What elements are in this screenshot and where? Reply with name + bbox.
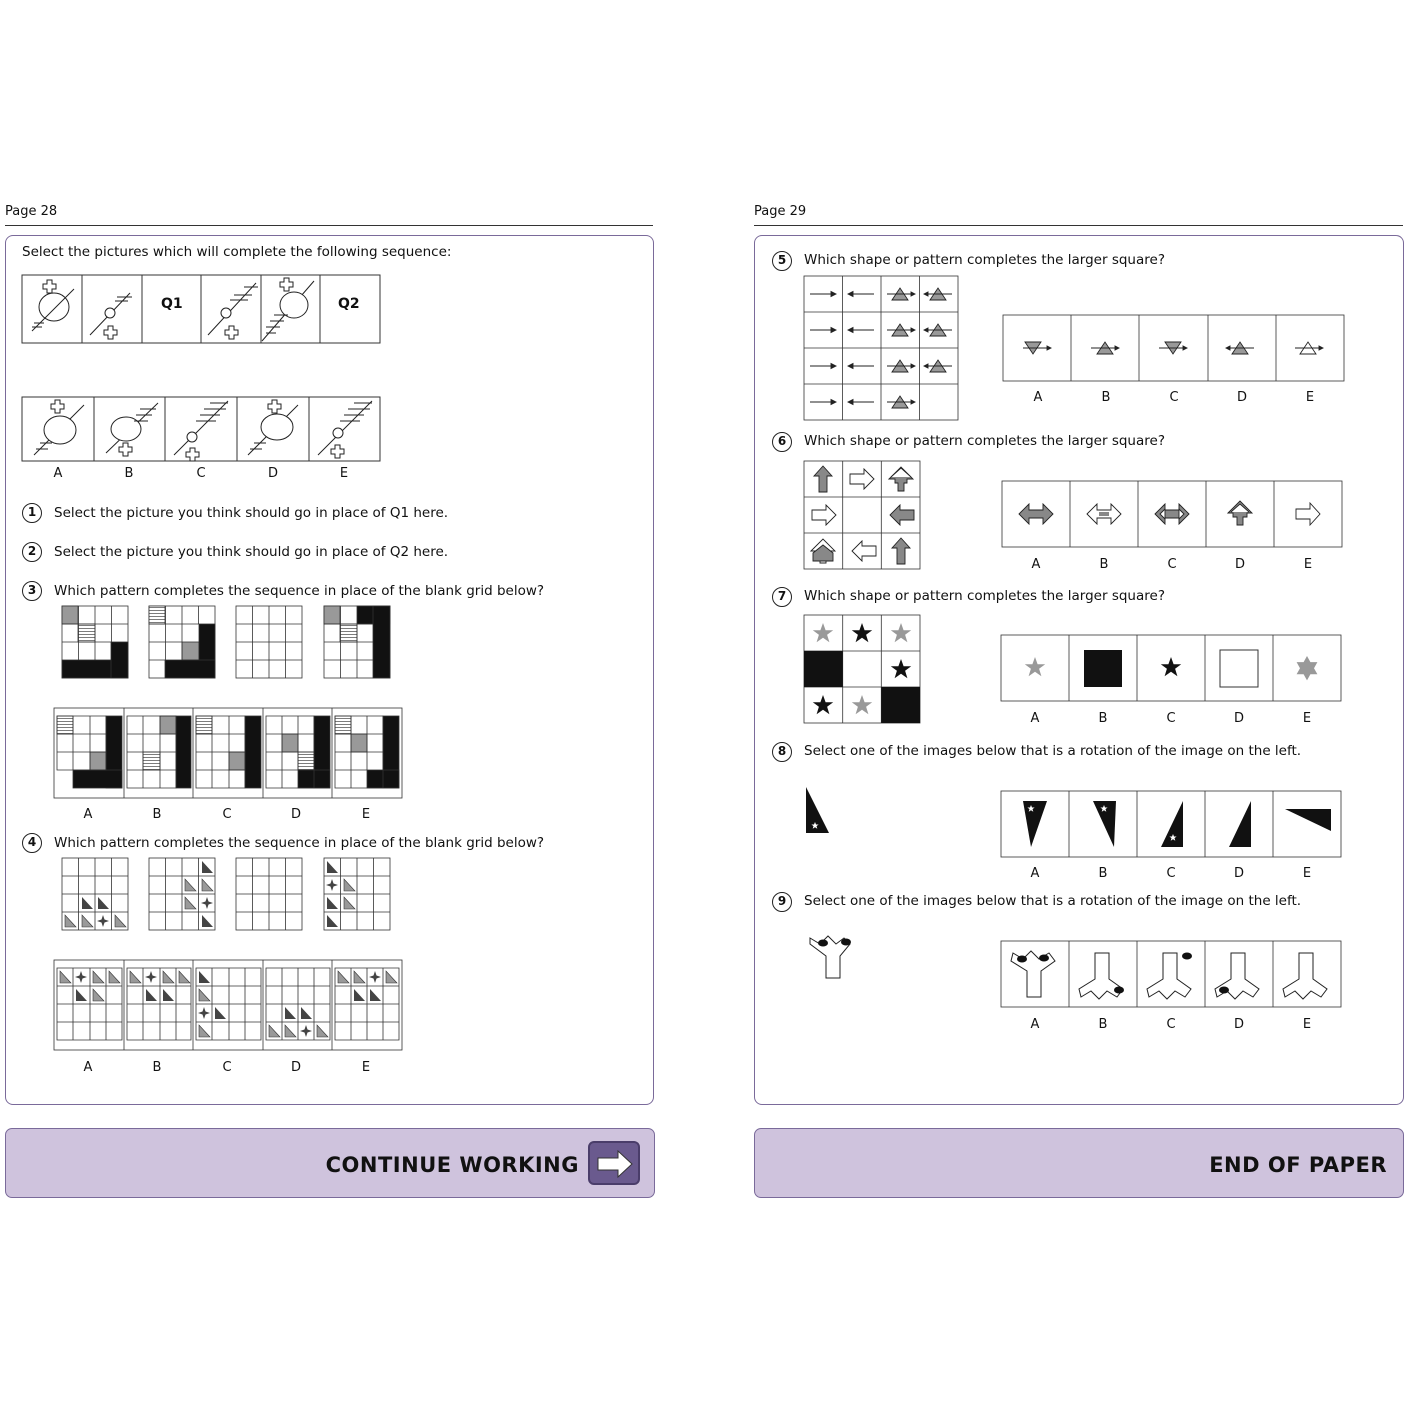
- q3-label-e: E: [361, 807, 371, 822]
- q9-label-c: C: [1166, 1017, 1176, 1032]
- q7-label-a: A: [1030, 711, 1040, 726]
- q7-label-b: B: [1098, 711, 1108, 726]
- q8-reference-shape: [805, 786, 831, 836]
- q8-options[interactable]: [1001, 791, 1345, 859]
- q9-label-d: D: [1233, 1017, 1244, 1032]
- end-of-paper-banner: [754, 1128, 1404, 1198]
- q6-label-c: C: [1167, 557, 1177, 572]
- q5-label-a: A: [1033, 390, 1043, 405]
- question-number-3: 3: [22, 581, 42, 601]
- q6-label-e: E: [1303, 557, 1313, 572]
- question-8-text: Select one of the images below that is a rotation of the image on the left.: [804, 743, 1302, 759]
- page-number-left: Page 28: [5, 204, 58, 219]
- q4-label-b: B: [152, 1060, 162, 1075]
- q9-options[interactable]: [1001, 941, 1345, 1009]
- q8-label-d: D: [1233, 866, 1244, 881]
- q7-options[interactable]: [1001, 635, 1345, 703]
- page-number-right: Page 29: [754, 204, 807, 219]
- q3-sequence-grids: [62, 606, 392, 680]
- q4-label-d: D: [290, 1060, 301, 1075]
- continue-working-banner[interactable]: [5, 1128, 655, 1198]
- question-number-1: 1: [22, 503, 42, 523]
- question-number-8: 8: [772, 742, 792, 762]
- q8-label-e: E: [1302, 866, 1312, 881]
- q5-label-d: D: [1236, 390, 1247, 405]
- q6-matrix: [804, 461, 922, 571]
- q4-options[interactable]: [54, 960, 404, 1052]
- question-7-text: Which shape or pattern completes the larger square?: [804, 588, 1165, 604]
- q7-label-c: C: [1166, 711, 1176, 726]
- q4-label-a: A: [83, 1060, 93, 1075]
- q5-options[interactable]: [1003, 315, 1347, 383]
- q7-label-e: E: [1302, 711, 1312, 726]
- header-rule-right: [754, 225, 1403, 226]
- q2-placeholder: Q2: [338, 296, 360, 312]
- option-label-c: C: [196, 466, 206, 481]
- question-number-4: 4: [22, 833, 42, 853]
- q3-label-c: C: [222, 807, 232, 822]
- header-rule-left: [5, 225, 653, 226]
- sequence-options[interactable]: [22, 397, 382, 463]
- option-label-b: B: [124, 466, 134, 481]
- q6-label-a: A: [1031, 557, 1041, 572]
- option-label-a: A: [53, 466, 63, 481]
- q9-label-e: E: [1302, 1017, 1312, 1032]
- question-2-text: Select the picture you think should go in place of Q2 here.: [54, 544, 449, 560]
- q9-label-b: B: [1098, 1017, 1108, 1032]
- question-number-9: 9: [772, 892, 792, 912]
- q5-label-c: C: [1169, 390, 1179, 405]
- q8-label-c: C: [1166, 866, 1176, 881]
- q5-label-e: E: [1305, 390, 1315, 405]
- q9-reference-shape: [808, 934, 856, 982]
- q3-label-d: D: [290, 807, 301, 822]
- q4-label-e: E: [361, 1060, 371, 1075]
- q3-label-b: B: [152, 807, 162, 822]
- question-number-6: 6: [772, 432, 792, 452]
- option-label-e: E: [339, 466, 349, 481]
- sequence-instruction: Select the pictures which will complete the following sequence:: [22, 244, 452, 260]
- q6-label-b: B: [1099, 557, 1109, 572]
- q5-matrix: [804, 276, 960, 422]
- question-number-2: 2: [22, 542, 42, 562]
- q7-matrix: [804, 615, 922, 725]
- q4-label-c: C: [222, 1060, 232, 1075]
- continue-arrow-icon[interactable]: [588, 1141, 640, 1185]
- continue-working-label: CONTINUE WORKING: [325, 1153, 579, 1177]
- q4-sequence-grids: [62, 858, 392, 932]
- question-9-text: Select one of the images below that is a rotation of the image on the left.: [804, 893, 1302, 909]
- question-1-text: Select the picture you think should go in place of Q1 here.: [54, 505, 449, 521]
- q3-options[interactable]: [54, 708, 404, 800]
- option-label-d: D: [267, 466, 278, 481]
- q3-label-a: A: [83, 807, 93, 822]
- question-4-text: Which pattern completes the sequence in place of the blank grid below?: [54, 835, 545, 851]
- end-of-paper-label: END OF PAPER: [1209, 1153, 1387, 1177]
- question-5-text: Which shape or pattern completes the larger square?: [804, 252, 1165, 268]
- q8-label-a: A: [1030, 866, 1040, 881]
- q6-label-d: D: [1234, 557, 1245, 572]
- question-6-text: Which shape or pattern completes the larger square?: [804, 433, 1165, 449]
- sequence-strip: [22, 275, 382, 345]
- q8-label-b: B: [1098, 866, 1108, 881]
- question-number-7: 7: [772, 587, 792, 607]
- question-3-text: Which pattern completes the sequence in place of the blank grid below?: [54, 583, 545, 599]
- q5-label-b: B: [1101, 390, 1111, 405]
- q9-label-a: A: [1030, 1017, 1040, 1032]
- question-number-5: 5: [772, 251, 792, 271]
- q1-placeholder: Q1: [161, 296, 183, 312]
- q6-options[interactable]: [1002, 481, 1346, 549]
- q7-label-d: D: [1233, 711, 1244, 726]
